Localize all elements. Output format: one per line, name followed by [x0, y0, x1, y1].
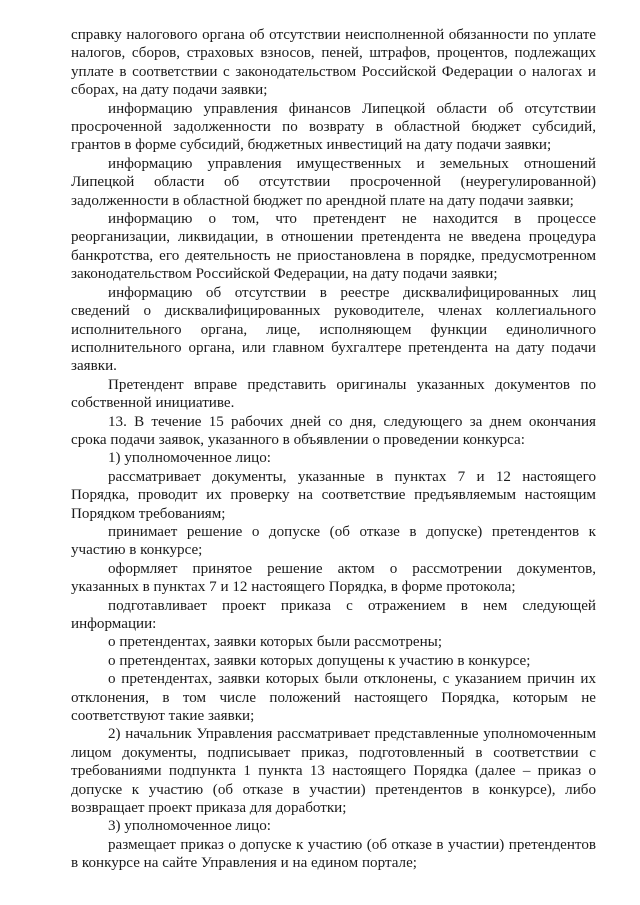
paragraph-reviews-documents: рассматривает документы, указанные в пунктах 7 и 12 настоящего Порядка, проводит их проверку на соответствие предъявляемым настоящим Порядком требованиям; — [71, 468, 596, 522]
paragraph-subitem-1: 1) уполномоченное лицо: — [108, 450, 271, 467]
paragraph-finance-info: информацию управления финансов Липецкой области об отсутствии просроченной задолженности по возврату в областной бюджет субсидий, грантов в форме субсидий, бюджетных инвестиций на дату подачи заявки; — [71, 100, 596, 154]
paragraph-property-info: информацию управления имущественных и земельных отношений Липецкой области об отсутствии просроченной (неурегулированной) задолженности в областной бюджет по арендной плате на дату подачи заявки; — [71, 155, 596, 209]
paragraph-subitem-2: 2) начальник Управления рассматривает представленные уполномоченным лицом документы, подписывает приказ, подготовленный в соответствии с требованиями подпункта 1 пункта 13 настоящего Порядка (далее – приказ о допуске к участию (об отказе в участии) претендентов в конкурсе), либо возвращает проект приказа для доработки; — [71, 726, 596, 817]
paragraph-originals: Претендент вправе представить оригиналы указанных документов по собственной инициативе. — [71, 376, 596, 412]
paragraph-admitted-applicants: о претендентах, заявки которых допущены к участию в конкурсе; — [108, 652, 531, 669]
paragraph-reviewed-applicants: о претендентах, заявки которых были рассмотрены; — [108, 634, 443, 651]
paragraph-admission-decision: принимает решение о допуске (об отказе в допуске) претендентов к участию в конкурсе; — [71, 523, 596, 559]
paragraph-reorganization-info: информацию о том, что претендент не находится в процессе реорганизации, ликвидации, в отношении претендента не введена процедура банкротства, его деятельность не приостановлена в порядке, предусмотренном законодательством Российской Федерации, на дату подачи заявки; — [71, 211, 596, 283]
paragraph-tax-certificate: справку налогового органа об отсутствии неисполненной обязанности по уплате налогов, сборов, страховых взносов, пеней, штрафов, процентов, подлежащих уплате в соответствии с законодательством Российской Федерации о налогах и сборах, на дату подачи заявки; — [71, 27, 596, 99]
paragraph-draft-order: подготавливает проект приказа с отражением в нем следующей информации: — [71, 597, 596, 632]
paragraph-item-13: 13. В течение 15 рабочих дней со дня, следующего за днем окончания срока подачи заявок, указанного в объявлении о проведении конкурса: — [71, 413, 596, 448]
paragraph-subitem-3: 3) уполномоченное лицо: — [108, 818, 271, 835]
paragraph-disqualified-info: информацию об отсутствии в реестре дисквалифицированных лиц сведений о дисквалифицированных руководителе, членах коллегиального исполнительного органа, лице, исполняющем функции единоличного исполнительного органа, или главном бухгалтере претендента на дату подачи заявки. — [71, 284, 596, 375]
paragraph-protocol: оформляет принятое решение актом о рассмотрении документов, указанных в пунктах 7 и 12 настоящего Порядка, в форме протокола; — [71, 560, 596, 596]
paragraph-publishes-order: размещает приказ о допуске к участию (об отказе в участии) претендентов в конкурсе на сайте Управления и на едином портале; — [71, 836, 596, 872]
paragraph-rejected-applicants: о претендентах, заявки которых были отклонены, с указанием причин их отклонения, в том числе положений настоящего Порядка, которым не соответствуют такие заявки; — [71, 671, 596, 725]
